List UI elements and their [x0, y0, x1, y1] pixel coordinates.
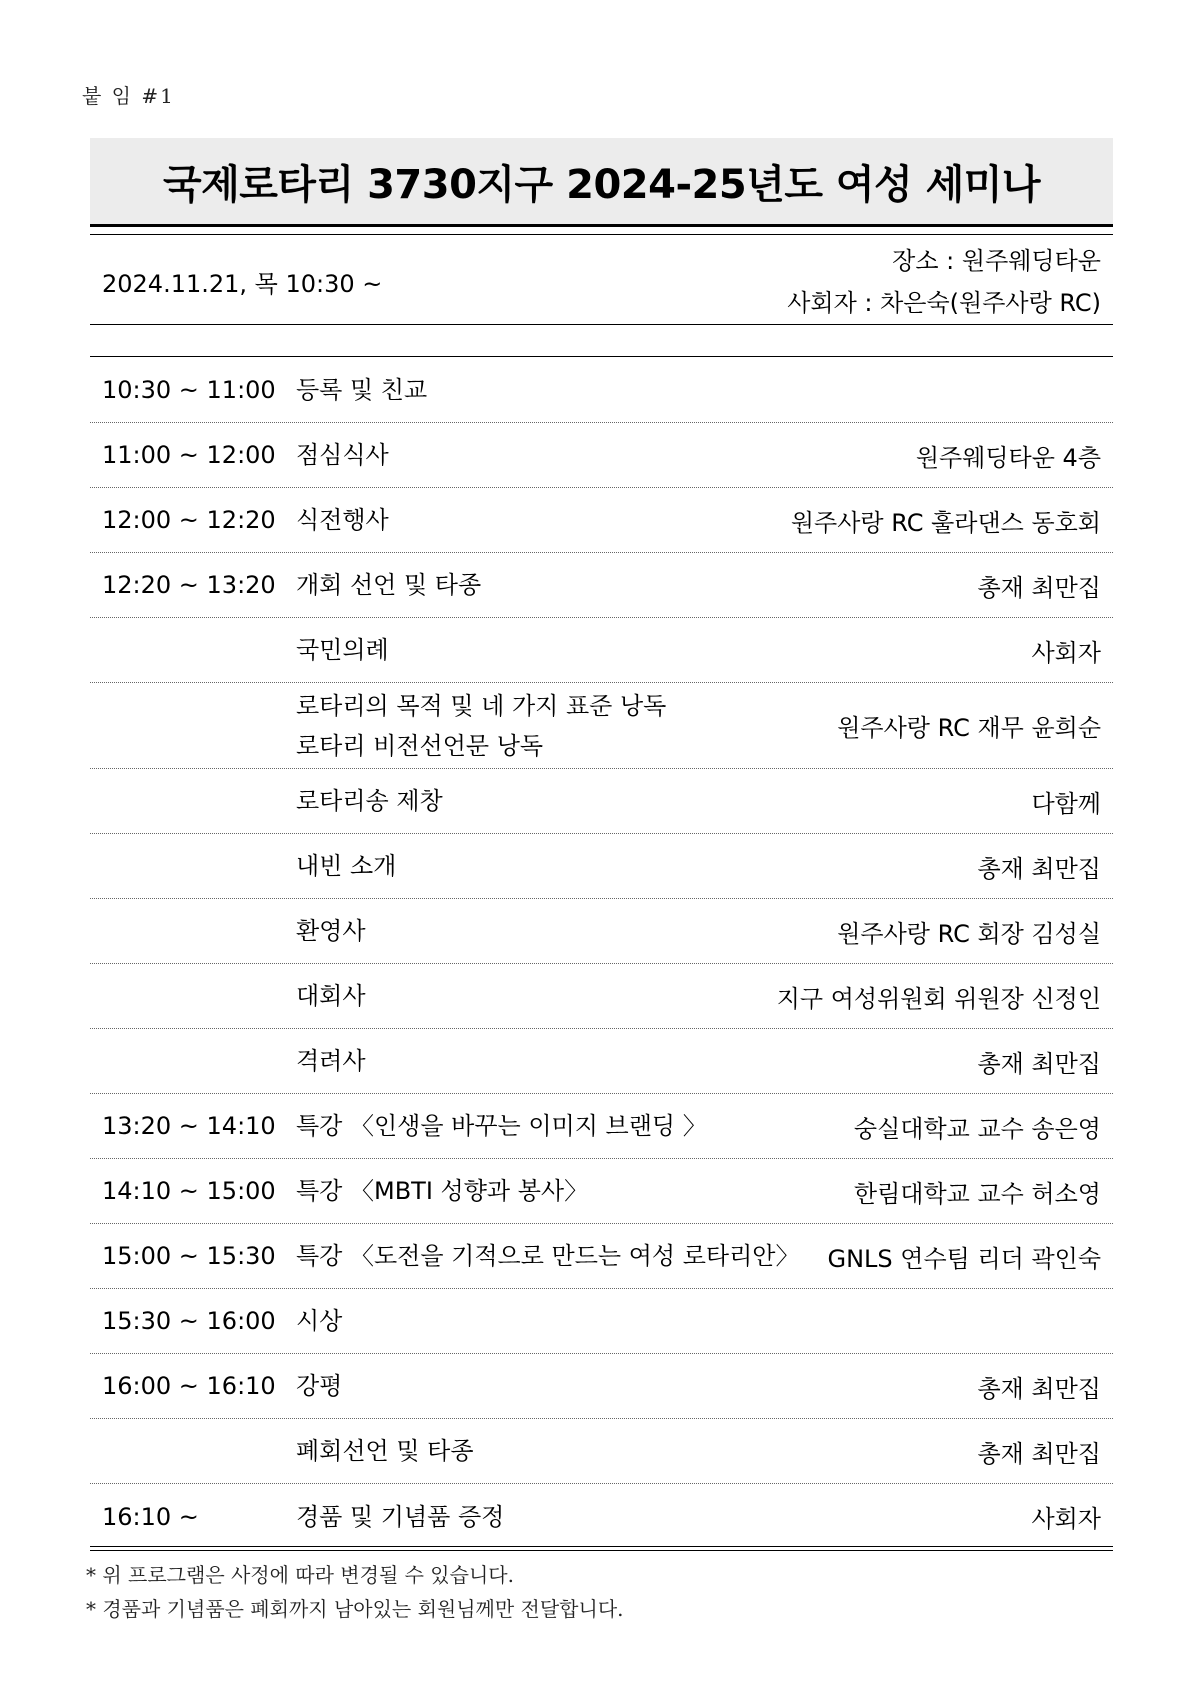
schedule-event-line: 강평	[296, 1372, 343, 1400]
schedule-table	[90, 358, 1113, 1549]
event-host: 사회자 : 차은숙(원주사랑 RC)	[787, 289, 1101, 317]
attachment-label: 붙 임 #1	[82, 84, 175, 108]
schedule-presenter: 숭실대학교 교수 송은영	[853, 1114, 1101, 1143]
schedule-time: 16:10 ~	[102, 1502, 199, 1531]
schedule-event-line: 로타리 비전선언문 낭독	[296, 731, 544, 760]
schedule-event-line: 등록 및 친교	[296, 376, 428, 404]
schedule-event	[296, 553, 481, 617]
schedule-event-line: 격려사	[296, 1047, 366, 1075]
schedule-event	[296, 899, 366, 963]
schedule-presenter: 총재 최만집	[977, 1374, 1101, 1403]
schedule-presenter: 사회자	[1031, 638, 1101, 667]
schedule-presenter: GNLS 연수팀 리더 곽인숙	[827, 1244, 1101, 1273]
info-bottom-rule	[90, 324, 1113, 325]
schedule-top-rule	[90, 356, 1113, 357]
schedule-event-line: 로타리송 제창	[296, 787, 443, 815]
schedule-row	[90, 423, 1113, 488]
schedule-time: 13:20 ~ 14:10	[102, 1112, 276, 1140]
schedule-event-line: 특강 〈인생을 바꾸는 이미지 브랜딩 〉	[296, 1112, 707, 1140]
schedule-event-line: 로타리의 목적 및 네 가지 표준 낭독	[296, 691, 667, 720]
schedule-presenter: 지구 여성위원회 위원장 신정인	[776, 984, 1101, 1013]
schedule-presenter: 원주사랑 RC 회장 김성실	[837, 919, 1101, 948]
schedule-event	[296, 618, 389, 682]
schedule-row	[90, 1289, 1113, 1354]
document-title	[90, 138, 1113, 224]
schedule-event	[296, 1354, 342, 1418]
schedule-event-line: 시상	[296, 1307, 343, 1335]
schedule-row	[90, 1224, 1113, 1289]
schedule-row	[90, 769, 1113, 834]
schedule-row	[90, 618, 1113, 683]
footnotes	[86, 1558, 624, 1626]
schedule-event	[296, 834, 396, 898]
schedule-event	[296, 423, 389, 487]
schedule-bottom-rule-1	[90, 1546, 1113, 1547]
schedule-presenter: 한림대학교 교수 허소영	[853, 1179, 1101, 1208]
schedule-event-line: 대회사	[296, 982, 366, 1010]
schedule-event	[296, 1029, 366, 1093]
schedule-event	[296, 488, 389, 552]
schedule-row	[90, 964, 1113, 1029]
schedule-presenter: 원주웨딩타운 4층	[915, 443, 1101, 472]
schedule-event-line: 경품 및 기념품 증정	[296, 1502, 505, 1531]
schedule-row	[90, 1419, 1113, 1484]
schedule-row	[90, 1354, 1113, 1419]
schedule-row	[90, 1484, 1113, 1549]
event-venue-host	[787, 240, 1101, 324]
schedule-row	[90, 358, 1113, 423]
schedule-row	[90, 1029, 1113, 1094]
schedule-row	[90, 488, 1113, 553]
info-top-rule	[90, 234, 1113, 235]
schedule-event-line: 개회 선언 및 타종	[296, 571, 482, 599]
schedule-time: 16:00 ~ 16:10	[102, 1372, 276, 1400]
title-underline	[90, 224, 1113, 227]
schedule-event	[296, 1094, 707, 1158]
schedule-event	[296, 1484, 504, 1549]
schedule-row	[90, 834, 1113, 899]
schedule-row	[90, 1159, 1113, 1224]
schedule-presenter: 총재 최만집	[977, 854, 1101, 883]
footnote: * 위 프로그램은 사정에 따라 변경될 수 있습니다.	[86, 1563, 514, 1587]
schedule-event	[296, 358, 427, 422]
event-info	[90, 240, 1113, 322]
schedule-event	[296, 1289, 342, 1353]
schedule-time: 10:30 ~ 11:00	[102, 376, 276, 404]
schedule-row	[90, 1094, 1113, 1159]
schedule-time: 14:10 ~ 15:00	[102, 1177, 276, 1205]
footnote: * 경품과 기념품은 폐회까지 남아있는 회원님께만 전달합니다.	[86, 1597, 624, 1621]
schedule-presenter: 총재 최만집	[977, 573, 1101, 602]
schedule-presenter: 다함께	[1031, 789, 1101, 818]
document-title-text: 국제로타리 3730지구 2024-25년도 여성 세미나	[162, 161, 1041, 208]
schedule-time: 15:00 ~ 15:30	[102, 1242, 276, 1270]
schedule-event-line: 내빈 소개	[296, 852, 397, 880]
schedule-event	[296, 769, 443, 833]
schedule-time: 12:00 ~ 12:20	[102, 506, 276, 534]
schedule-time: 11:00 ~ 12:00	[102, 441, 276, 469]
schedule-event-line: 특강 〈MBTI 성향과 봉사〉	[296, 1177, 589, 1205]
schedule-event-line: 국민의례	[296, 636, 389, 664]
schedule-event-line: 폐회선언 및 타종	[296, 1437, 474, 1465]
schedule-event	[296, 1159, 588, 1223]
schedule-presenter: 총재 최만집	[977, 1439, 1101, 1468]
schedule-row	[90, 553, 1113, 618]
event-datetime: 2024.11.21, 목 10:30 ~	[102, 270, 383, 298]
schedule-time: 15:30 ~ 16:00	[102, 1307, 276, 1335]
schedule-presenter: 원주사랑 RC 훌라댄스 동호회	[790, 508, 1101, 537]
schedule-presenter: 사회자	[1031, 1505, 1101, 1533]
schedule-event-line: 특강 〈도전을 기적으로 만드는 여성 로타리안〉	[296, 1242, 800, 1270]
schedule-presenter: 총재 최만집	[977, 1049, 1101, 1078]
schedule-event-line: 식전행사	[296, 506, 389, 534]
schedule-event	[296, 1224, 799, 1288]
schedule-row	[90, 899, 1113, 964]
schedule-bottom-rule-2	[90, 1550, 1113, 1551]
schedule-event	[296, 1419, 474, 1483]
schedule-event-line: 점심식사	[296, 441, 389, 469]
schedule-time: 12:20 ~ 13:20	[102, 571, 276, 599]
schedule-presenter: 원주사랑 RC 재무 윤희순	[837, 714, 1101, 742]
event-venue: 장소 : 원주웨딩타운	[892, 247, 1101, 275]
schedule-event-line: 환영사	[296, 917, 366, 945]
schedule-row	[90, 683, 1113, 769]
schedule-event	[296, 964, 366, 1028]
schedule-event	[296, 683, 666, 768]
